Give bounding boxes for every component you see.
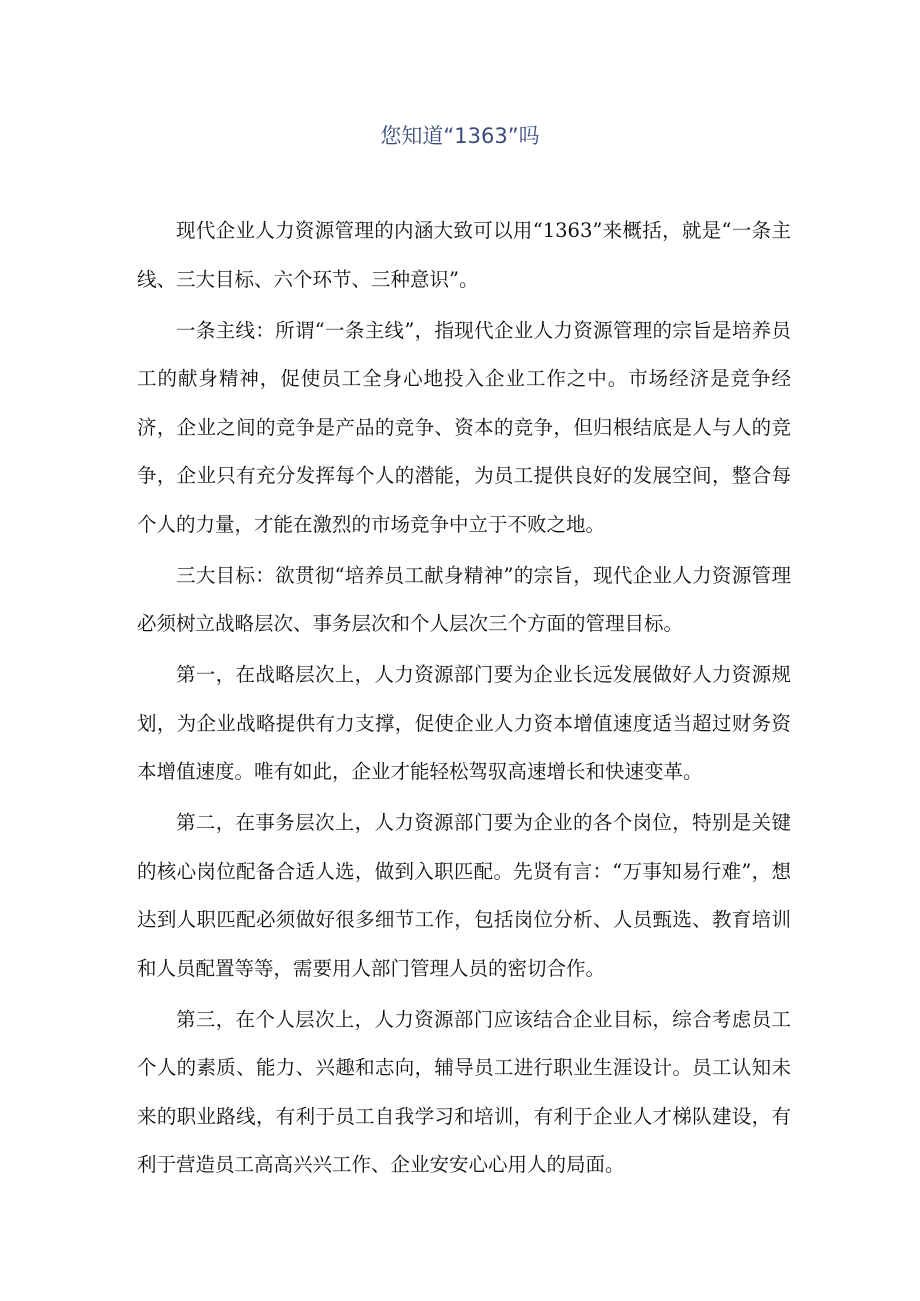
document-body — [137, 207, 791, 1192]
paragraph-intro: 现代企业人力资源管理的内涵大致可以用“1363”来概括，就是“一条主线、三大目标、六个环节、三种意识”。 — [137, 219, 791, 291]
paragraph-affairs-level: 第二，在事务层次上，人力资源部门要为企业的各个岗位，特别是关键的核心岗位配备合适人选，做到入职匹配。先贤有言：“万事知易行难”，想达到人职匹配必须做好很多细节工作，包括岗位分析、人员甄选、教育培训和人员配置等等，需要用人部门管理人员的密切合作。 — [137, 811, 791, 980]
page-title: 您知道“1363”吗 — [380, 124, 540, 148]
paragraph-main-line: 一条主线：所谓“一条主线”，指现代企业人力资源管理的宗旨是培养员工的献身精神，促使员工全身心地投入企业工作之中。市场经济是竞争经济，企业之间的竞争是产品的竞争、资本的竞争，但归根结底是人与人的竞争，企业只有充分发挥每个人的潜能，为员工提供良好的发展空间，整合每个人的力量，才能在激烈的市场竞争中立于不败之地。 — [137, 318, 791, 536]
paragraph-individual-level: 第三，在个人层次上，人力资源部门应该结合企业目标，综合考虑员工个人的素质、能力、兴趣和志向，辅导员工进行职业生涯设计。员工认知未来的职业路线，有利于员工自我学习和培训，有利于企业人才梯队建设，有利于营造员工高高兴兴工作、企业安安心心用人的局面。 — [137, 1007, 791, 1176]
paragraph-three-goals: 三大目标：欲贯彻“培养员工献身精神”的宗旨，现代企业人力资源管理必须树立战略层次、事务层次和个人层次三个方面的管理目标。 — [137, 563, 791, 635]
paragraph-strategic-level: 第一，在战略层次上，人力资源部门要为企业长远发展做好人力资源规划，为企业战略提供有力支撑，促使企业人力资本增值速度适当超过财务资本增值速度。唯有如此，企业才能轻松驾驭高速增长和快速变革。 — [137, 663, 791, 783]
